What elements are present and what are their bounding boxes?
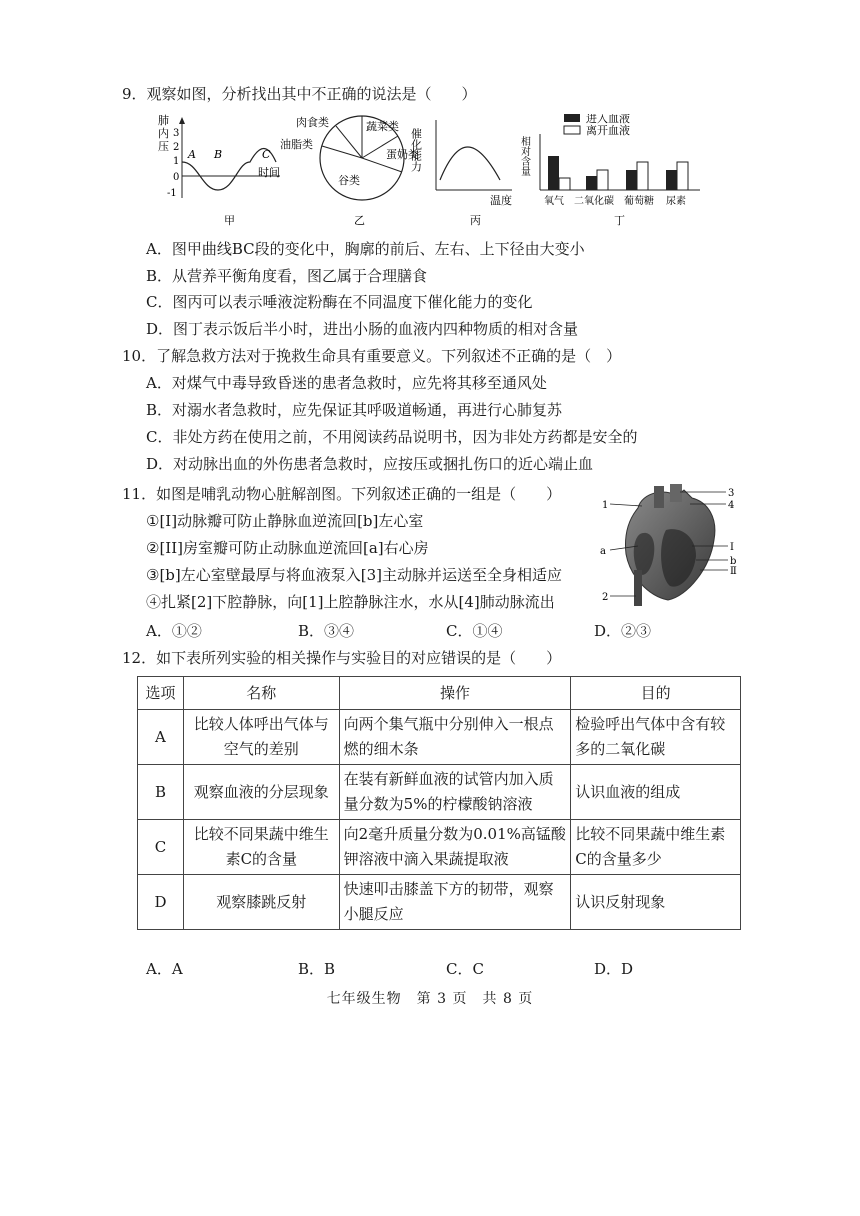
jia-ylabel-1: 肺 xyxy=(158,114,169,127)
svg-text:蔬菜类: 蔬菜类 xyxy=(366,120,399,133)
lower-vessel xyxy=(634,570,642,606)
table-header-cell: 目的 xyxy=(571,677,741,710)
experiment-table xyxy=(137,676,741,930)
table-cell-operation: 向2毫升质量分数为0.01%高锰酸钾溶液中滴入果蔬提取液 xyxy=(339,820,571,875)
ding-ylabel: 相对含量 xyxy=(518,136,530,176)
svg-text:尿素: 尿素 xyxy=(666,196,686,207)
svg-text:0: 0 xyxy=(173,172,180,183)
table-cell-operation: 在装有新鲜血液的试管内加入质量分数为5%的柠檬酸钠溶液 xyxy=(339,765,571,820)
table-header-cell: 选项 xyxy=(138,677,184,710)
bar-urea-in xyxy=(666,170,677,190)
bar-urea-out xyxy=(677,162,688,190)
table-cell-operation: 向两个集气瓶中分别伸入一根点燃的细木条 xyxy=(339,710,571,765)
q11-item-4: ④扎紧[2]下腔静脉，向[1]上腔静脉注水，水从[4]肺动脉流出 xyxy=(146,593,555,611)
svg-text:内: 内 xyxy=(158,127,169,140)
q10-option-c[interactable]: C．非处方药在使用之前，不用阅读药品说明书，因为非处方药都是安全的 xyxy=(146,428,638,446)
q12-option-d[interactable]: D．D xyxy=(594,960,634,978)
q10-stem: 10．了解急救方法对于挽救生命具有重要意义。下列叙述不正确的是（ ） xyxy=(122,347,622,365)
table-cell-goal: 认识血液的组成 xyxy=(571,765,741,820)
table-cell-operation: 快速叩击膝盖下方的韧带，观察小腿反应 xyxy=(339,875,571,930)
page-footer: 七年级生物 第 3 页 共 8 页 xyxy=(326,991,534,1007)
q10-option-b[interactable]: B．对溺水者急救时，应先保证其呼吸道畅通，再进行心肺复苏 xyxy=(146,401,563,419)
bar-glucose-in xyxy=(626,170,637,190)
table-row xyxy=(138,820,741,875)
bar-co2-out xyxy=(597,170,608,190)
svg-text:离开血液: 离开血液 xyxy=(586,124,630,137)
heart-label-2: 2 xyxy=(602,592,609,603)
svg-text:B: B xyxy=(214,148,223,161)
table-cell-option: B xyxy=(138,765,184,820)
bing-curve xyxy=(440,147,500,180)
table-header-row xyxy=(138,677,741,710)
fig-ding xyxy=(519,114,701,227)
svg-text:C: C xyxy=(262,148,271,161)
svg-text:进入血液: 进入血液 xyxy=(586,114,630,125)
table-cell-name: 比较不同果蔬中维生素C的含量 xyxy=(183,820,339,875)
q10-option-d[interactable]: D．对动脉出血的外伤患者急救时，应按压或捆扎伤口的近心端止血 xyxy=(146,455,594,473)
q11-item-2: ②[II]房室瓣可防止动脉血逆流回[a]右心房 xyxy=(146,539,429,557)
q12-option-b[interactable]: B．B xyxy=(298,960,336,978)
heart-label-a: a xyxy=(600,546,606,557)
jia-tick: 3 xyxy=(173,128,180,139)
svg-text:-1: -1 xyxy=(167,188,177,199)
table-row xyxy=(138,765,741,820)
q9-option-d[interactable]: D．图丁表示饭后半小时，进出小肠的血液内四种物质的相对含量 xyxy=(146,320,579,338)
q11-item-1: ①[I]动脉瓣可防止静脉血逆流回[b]左心室 xyxy=(146,512,424,530)
heart-diagram xyxy=(596,484,740,610)
yi-sector-label: 肉食类 xyxy=(296,116,329,129)
bing-ylabel: 催化能力 xyxy=(409,128,423,172)
q12-option-c[interactable]: C．C xyxy=(446,960,484,978)
heart-label-b: b xyxy=(730,556,737,567)
table-cell-name: 观察血液的分层现象 xyxy=(183,765,339,820)
table-cell-goal: 比较不同果蔬中维生素C的含量多少 xyxy=(571,820,741,875)
q9-option-a[interactable]: A．图甲曲线BC段的变化中，胸廓的前后、左右、上下径由大变小 xyxy=(146,240,585,258)
table-cell-name: 比较人体呼出气体与空气的差别 xyxy=(183,710,339,765)
svg-text:油脂类: 油脂类 xyxy=(280,138,313,151)
svg-text:二氧化碳: 二氧化碳 xyxy=(574,196,614,207)
table-cell-goal: 检验呼出气体中含有较多的二氧化碳 xyxy=(571,710,741,765)
bar-o2-in xyxy=(548,156,559,190)
caption-yi: 乙 xyxy=(354,214,365,227)
q11-option-a[interactable]: A．①② xyxy=(146,622,202,640)
caption-ding: 丁 xyxy=(614,214,625,227)
heart-label-I: I xyxy=(730,542,734,553)
fig-yi xyxy=(280,115,419,227)
q9-option-b[interactable]: B．从营养平衡角度看，图乙属于合理膳食 xyxy=(146,267,428,285)
vessel xyxy=(654,486,664,508)
legend-out-swatch xyxy=(564,126,580,134)
svg-text:压: 压 xyxy=(158,140,169,153)
heart-label-3: 3 xyxy=(728,488,735,499)
table-cell-name: 观察膝跳反射 xyxy=(183,875,339,930)
q11-option-b[interactable]: B．③④ xyxy=(298,622,355,640)
svg-text:氧气: 氧气 xyxy=(544,196,564,207)
q11-item-3: ③[b]左心室壁最厚与将血液泵入[3]主动脉并运送至全身相适应 xyxy=(146,566,563,584)
bar-o2-out xyxy=(559,178,570,190)
q9-figure-svg xyxy=(140,114,720,232)
q10-option-a[interactable]: A．对煤气中毒导致昏迷的患者急救时，应先将其移至通风处 xyxy=(146,374,547,392)
bar-glucose-out xyxy=(637,162,648,190)
svg-text:2: 2 xyxy=(173,142,180,153)
table-row xyxy=(138,875,741,930)
svg-text:葡萄糖: 葡萄糖 xyxy=(624,196,654,207)
fig-bing xyxy=(410,120,513,227)
q11-option-c[interactable]: C．①④ xyxy=(446,622,503,640)
caption-jia: 甲 xyxy=(224,214,235,227)
fig-jia xyxy=(158,114,280,227)
caption-bing: 丙 xyxy=(470,214,481,227)
table-header-cell: 名称 xyxy=(183,677,339,710)
svg-text:蛋奶类: 蛋奶类 xyxy=(386,148,419,161)
svg-text:1: 1 xyxy=(173,156,180,167)
table-cell-option: C xyxy=(138,820,184,875)
q11-stem: 11．如图是哺乳动物心脏解剖图。下列叙述正确的一组是（ ） xyxy=(122,485,562,503)
q12-stem: 12．如下表所列实验的相关操作与实验目的对应错误的是（ ） xyxy=(122,649,562,667)
legend-in-swatch xyxy=(564,114,580,122)
q11-option-d[interactable]: D．②③ xyxy=(594,622,652,640)
heart-label-4: 4 xyxy=(728,500,735,511)
bar-co2-in xyxy=(586,176,597,190)
heart-label-1: 1 xyxy=(602,500,609,511)
table-cell-option: D xyxy=(138,875,184,930)
table-row xyxy=(138,710,741,765)
table-cell-option: A xyxy=(138,710,184,765)
table-cell-goal: 认识反射现象 xyxy=(571,875,741,930)
heart-label-II: Ⅱ xyxy=(730,566,737,577)
q12-option-a[interactable]: A．A xyxy=(146,960,183,978)
q9-stem: 9．观察如图，分析找出其中不正确的说法是（ ） xyxy=(122,85,477,103)
svg-text:谷类: 谷类 xyxy=(338,174,360,187)
table-header-cell: 操作 xyxy=(339,677,571,710)
svg-text:温度: 温度 xyxy=(490,194,512,207)
q9-figures xyxy=(140,114,720,232)
svg-text:A: A xyxy=(188,148,196,161)
svg-text:时间: 时间 xyxy=(258,166,280,179)
q9-option-c[interactable]: C．图丙可以表示唾液淀粉酶在不同温度下催化能力的变化 xyxy=(146,293,533,311)
